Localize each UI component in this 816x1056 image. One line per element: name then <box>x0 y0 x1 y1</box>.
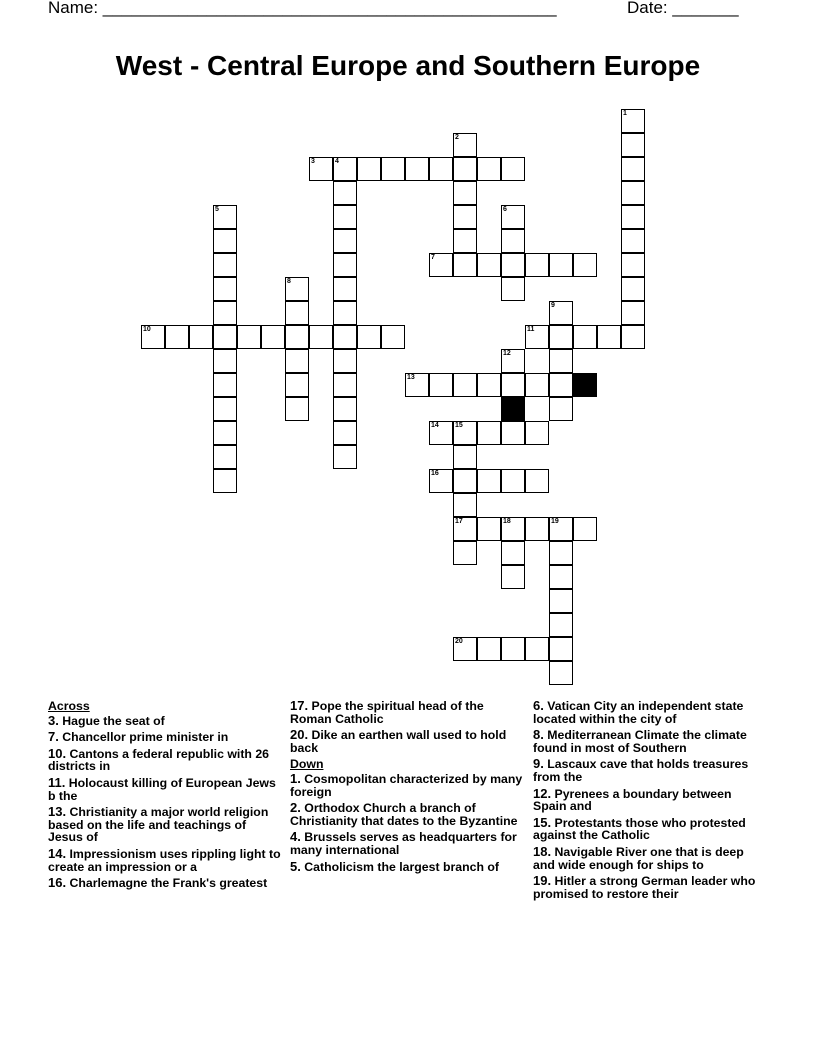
crossword-cell[interactable] <box>285 277 309 301</box>
crossword-cell[interactable] <box>285 397 309 421</box>
crossword-cell[interactable] <box>453 205 477 229</box>
clue-number: 10. <box>48 745 67 761</box>
clue-number: 5. <box>290 858 301 874</box>
clue-text: Navigable River one that is deep and wide enough for ships to <box>533 844 744 872</box>
crossword-block-cell <box>573 373 597 397</box>
crossword-cell[interactable] <box>549 661 573 685</box>
crossword-cell[interactable] <box>333 373 357 397</box>
clue-number: 8. <box>533 727 544 743</box>
crossword-cell[interactable] <box>525 253 549 277</box>
crossword-cell[interactable] <box>621 157 645 181</box>
clue-number-label: 11 <box>527 326 535 333</box>
crossword-cell[interactable] <box>621 109 645 133</box>
clue-number-label: 8 <box>287 278 291 285</box>
clue-number: 16. <box>48 875 67 891</box>
crossword-cell[interactable] <box>549 373 573 397</box>
clue-text: Charlemagne the Frank's greatest <box>66 876 268 891</box>
crossword-cell[interactable] <box>501 421 525 445</box>
crossword-cell[interactable] <box>477 517 501 541</box>
crossword-cell[interactable] <box>213 301 237 325</box>
clue-number: 18. <box>533 843 552 859</box>
crossword-cell[interactable] <box>501 469 525 493</box>
crossword-cell[interactable] <box>261 325 285 349</box>
clue-number-label: 12 <box>503 350 511 357</box>
crossword-cell[interactable] <box>213 397 237 421</box>
crossword-cell[interactable] <box>333 445 357 469</box>
crossword-cell[interactable] <box>333 325 357 349</box>
crossword-cell[interactable] <box>333 181 357 205</box>
crossword-cell[interactable] <box>549 349 573 373</box>
crossword-cell[interactable] <box>453 157 477 181</box>
clue-number-label: 5 <box>215 206 219 213</box>
clue-down-6 <box>533 700 768 725</box>
clue-text: Catholicism the largest branch of <box>300 859 499 874</box>
crossword-cell[interactable] <box>525 325 549 349</box>
clue-number-label: 20 <box>455 638 463 645</box>
crossword-cell[interactable] <box>549 517 573 541</box>
clue-across-14 <box>48 845 283 874</box>
crossword-cell[interactable] <box>333 157 357 181</box>
crossword-cell[interactable] <box>525 637 549 661</box>
name-line: Name: ________________________________________________ <box>48 0 557 17</box>
crossword-cell[interactable] <box>621 301 645 325</box>
crossword-cell[interactable] <box>213 229 237 253</box>
crossword-cell[interactable] <box>309 157 333 181</box>
clue-across-10 <box>48 745 283 774</box>
clue-text: Orthodox Church a branch of Christianity that dates to the Byzantine <box>290 801 518 828</box>
crossword-cell[interactable] <box>501 349 525 373</box>
clue-number-label: 17 <box>455 518 463 525</box>
crossword-cell[interactable] <box>333 349 357 373</box>
clue-number: 2. <box>290 800 301 816</box>
crossword-cell[interactable] <box>453 181 477 205</box>
crossword-cell[interactable] <box>453 253 477 277</box>
clue-text: Protestants those who protested against the Catholic <box>533 815 746 843</box>
clue-number: 1. <box>290 770 301 786</box>
crossword-cell[interactable] <box>621 229 645 253</box>
crossword-cell[interactable] <box>285 373 309 397</box>
crossword-cell[interactable] <box>501 373 525 397</box>
crossword-cell[interactable] <box>333 229 357 253</box>
clue-down-2 <box>290 802 525 827</box>
crossword-cell[interactable] <box>621 277 645 301</box>
clue-number-label: 19 <box>551 518 559 525</box>
clue-number: 3. <box>48 712 59 728</box>
page-title: West - Central Europe and Southern Europe <box>115 50 701 81</box>
crossword-cell[interactable] <box>501 637 525 661</box>
crossword-cell[interactable] <box>525 469 549 493</box>
clue-number: 14. <box>48 845 67 861</box>
clue-text: Mediterranean Climate the climate found in most of Southern <box>533 728 747 755</box>
crossword-cell[interactable] <box>549 565 573 589</box>
clue-text: Hitler a strong German leader who promised to restore their <box>533 874 756 901</box>
clue-down-9 <box>533 758 768 783</box>
crossword-cell[interactable] <box>285 349 309 373</box>
clue-column-2 <box>290 700 525 877</box>
date-line: Date: _______ <box>627 0 739 17</box>
crossword-cell[interactable] <box>549 589 573 613</box>
crossword-cell[interactable] <box>285 325 309 349</box>
clue-number-label: 15 <box>455 422 463 429</box>
crossword-cell[interactable] <box>525 373 549 397</box>
crossword-cell[interactable] <box>189 325 213 349</box>
crossword-cell[interactable] <box>405 157 429 181</box>
down-heading: Down <box>290 757 324 772</box>
clue-text: Impressionism uses rippling light to create an impression or a <box>48 846 281 874</box>
crossword-cell[interactable] <box>453 637 477 661</box>
across-heading: Across <box>48 699 90 713</box>
crossword-cell[interactable] <box>333 301 357 325</box>
clue-number: 7. <box>48 729 59 745</box>
clue-text: Cantons a federal republic with 26 districts in <box>48 746 270 774</box>
clue-text: Vatican City an independent state located within the city of <box>533 699 744 726</box>
crossword-cell[interactable] <box>429 469 453 493</box>
clue-number-label: 4 <box>335 158 339 165</box>
crossword-cell[interactable] <box>453 469 477 493</box>
crossword-cell[interactable] <box>237 325 261 349</box>
crossword-cell[interactable] <box>333 277 357 301</box>
crossword-cell[interactable] <box>429 253 453 277</box>
crossword-cell[interactable] <box>429 421 453 445</box>
clue-text: Pope the spiritual head of the Roman Catholic <box>290 699 484 726</box>
crossword-cell[interactable] <box>453 541 477 565</box>
crossword-cell[interactable] <box>501 229 525 253</box>
crossword-cell[interactable] <box>501 565 525 589</box>
crossword-cell[interactable] <box>213 205 237 229</box>
clue-down-19 <box>533 875 768 900</box>
crossword-cell[interactable] <box>357 157 381 181</box>
crossword-block-cell <box>501 397 525 421</box>
clue-down-18 <box>533 843 768 872</box>
crossword-cell[interactable] <box>501 157 525 181</box>
crossword-cell[interactable] <box>573 253 597 277</box>
crossword-cell[interactable] <box>405 373 429 397</box>
crossword-cell[interactable] <box>453 373 477 397</box>
clue-text: Chancellor prime minister in <box>58 730 229 745</box>
clue-across-16 <box>48 877 283 890</box>
crossword-cell[interactable] <box>477 253 501 277</box>
crossword-cell[interactable] <box>213 325 237 349</box>
crossword-cell[interactable] <box>453 421 477 445</box>
crossword-cell[interactable] <box>501 541 525 565</box>
clue-number-label: 14 <box>431 422 439 429</box>
clue-number: 15. <box>533 814 552 830</box>
clue-number-label: 10 <box>143 326 151 333</box>
crossword-cell[interactable] <box>477 157 501 181</box>
clue-across-3 <box>48 712 283 728</box>
crossword-cell[interactable] <box>453 445 477 469</box>
crossword-cell[interactable] <box>573 325 597 349</box>
crossword-cell[interactable] <box>429 157 453 181</box>
crossword-cell[interactable] <box>213 445 237 469</box>
crossword-cell[interactable] <box>333 397 357 421</box>
crossword-cell[interactable] <box>621 205 645 229</box>
crossword-cell[interactable] <box>333 205 357 229</box>
clue-down-5 <box>290 858 525 874</box>
clue-number: 12. <box>533 785 552 801</box>
clue-number-label: 6 <box>503 206 507 213</box>
clue-number-label: 7 <box>431 254 435 261</box>
crossword-cell[interactable] <box>549 637 573 661</box>
crossword-cell[interactable] <box>477 637 501 661</box>
crossword-cell[interactable] <box>165 325 189 349</box>
crossword-cell[interactable] <box>285 301 309 325</box>
clue-text: Cosmopolitan characterized by many foreign <box>290 771 523 799</box>
clue-down-12 <box>533 785 768 814</box>
clue-text: Dike an earthen wall used to hold back <box>290 728 507 755</box>
clue-across-17 <box>290 700 525 725</box>
clue-number-label: 3 <box>311 158 315 165</box>
crossword-cell[interactable] <box>453 229 477 253</box>
crossword-cell[interactable] <box>333 253 357 277</box>
clue-number: 4. <box>290 829 301 845</box>
clue-down-4 <box>290 831 525 856</box>
crossword-cell[interactable] <box>213 421 237 445</box>
crossword-cell[interactable] <box>213 277 237 301</box>
crossword-cell[interactable] <box>453 517 477 541</box>
crossword-cell[interactable] <box>549 253 573 277</box>
crossword-cell[interactable] <box>501 517 525 541</box>
crossword-cell[interactable] <box>621 181 645 205</box>
crossword-cell[interactable] <box>333 421 357 445</box>
clue-number: 13. <box>48 804 67 820</box>
crossword-cell[interactable] <box>213 349 237 373</box>
clue-number-label: 13 <box>407 374 415 381</box>
crossword-cell[interactable] <box>621 253 645 277</box>
crossword-cell[interactable] <box>357 325 381 349</box>
clue-text: Hague the seat of <box>58 713 165 728</box>
crossword-cell[interactable] <box>501 205 525 229</box>
clue-number: 6. <box>533 698 544 713</box>
clue-text: Pyrenees a boundary between Spain and <box>533 786 732 814</box>
crossword-cell[interactable] <box>549 325 573 349</box>
crossword-cell[interactable] <box>549 397 573 421</box>
crossword-cell[interactable] <box>525 517 549 541</box>
crossword-cell[interactable] <box>309 325 333 349</box>
clue-text: Brussels serves as headquarters for many international <box>290 830 517 857</box>
crossword-cell[interactable] <box>477 421 501 445</box>
crossword-cell[interactable] <box>477 373 501 397</box>
clue-number: 17. <box>290 698 309 713</box>
clue-down-1 <box>290 770 525 799</box>
clue-number: 9. <box>533 756 544 772</box>
clue-number: 19. <box>533 873 552 889</box>
crossword-cell[interactable] <box>213 373 237 397</box>
clue-number-label: 9 <box>551 302 555 309</box>
crossword-cell[interactable] <box>453 133 477 157</box>
crossword-cell[interactable] <box>429 373 453 397</box>
clue-across-7 <box>48 731 283 744</box>
clue-down-15 <box>533 814 768 843</box>
clue-number-label: 2 <box>455 134 459 141</box>
crossword-cell[interactable] <box>477 469 501 493</box>
clue-text: Christianity a major world religion based on the life and teachings of Jesus of <box>48 805 269 845</box>
crossword-cell[interactable] <box>453 493 477 517</box>
clue-column-1 <box>48 700 283 894</box>
clue-number-label: 1 <box>623 110 627 117</box>
crossword-cell[interactable] <box>549 301 573 325</box>
crossword-cell[interactable] <box>381 157 405 181</box>
crossword-cell[interactable] <box>549 613 573 637</box>
crossword-cell[interactable] <box>381 325 405 349</box>
clue-number-label: 16 <box>431 470 439 477</box>
clue-across-13 <box>48 806 283 844</box>
clue-across-11 <box>48 774 283 803</box>
clue-column-3 <box>533 700 768 904</box>
clue-across-20 <box>290 729 525 754</box>
crossword-cell[interactable] <box>501 277 525 301</box>
clue-text: Lascaux cave that holds treasures from the <box>533 757 749 784</box>
clue-text: Holocaust killing of European Jews b the <box>48 775 276 803</box>
crossword-cell[interactable] <box>549 541 573 565</box>
clue-number: 20. <box>290 727 309 743</box>
crossword-cell[interactable] <box>525 421 549 445</box>
crossword-cell[interactable] <box>501 253 525 277</box>
crossword-cell[interactable] <box>213 469 237 493</box>
crossword-cell[interactable] <box>597 325 621 349</box>
clue-down-8 <box>533 729 768 754</box>
crossword-cell[interactable] <box>213 253 237 277</box>
crossword-cell[interactable] <box>621 133 645 157</box>
clue-number: 11. <box>48 774 66 790</box>
crossword-cell[interactable] <box>573 517 597 541</box>
crossword-cell[interactable] <box>141 325 165 349</box>
clue-number-label: 18 <box>503 518 511 525</box>
crossword-cell[interactable] <box>621 325 645 349</box>
